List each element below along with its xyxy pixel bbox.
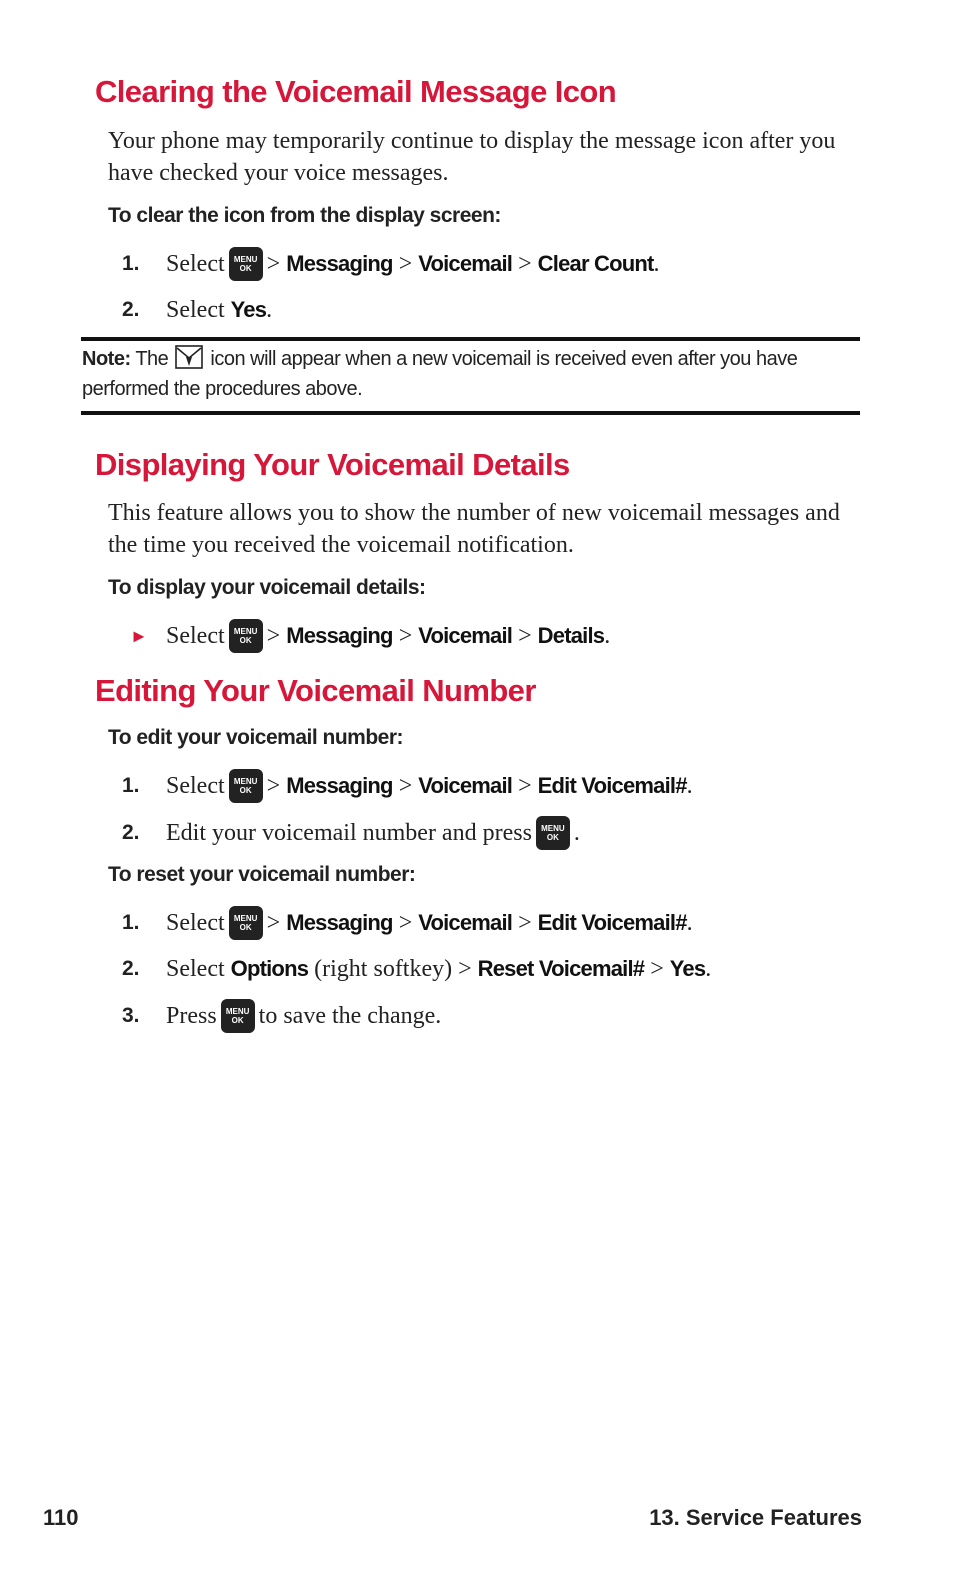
menu-ok-key-icon: MENU OK	[221, 999, 255, 1033]
step-number: 2.	[122, 821, 140, 844]
menu-path-options: Options	[230, 956, 309, 981]
step-text: Press	[166, 1002, 217, 1029]
menu-path-details: Details	[537, 623, 605, 648]
step-clear-1: 1. Select MENU OK > Messaging > Voicemail > Clear Count .	[122, 246, 660, 282]
note-top-rule	[81, 337, 860, 341]
section-intro-clearing-icon: Your phone may temporarily continue to display the message icon after you have checked your voice messages.	[108, 128, 836, 186]
menu-path-messaging: Messaging	[286, 623, 393, 648]
step-text: Select	[166, 622, 225, 649]
procedure-heading-reset-number: To reset your voicemail number:	[108, 863, 416, 886]
step-number: 2.	[122, 957, 140, 980]
menu-path-messaging: Messaging	[286, 773, 393, 798]
menu-path-voicemail: Voicemail	[418, 773, 513, 798]
step-clear-2: 2. Select Yes .	[122, 296, 273, 323]
step-text: Select	[166, 955, 225, 982]
note-text: icon will appear when a new voicemail is received even after you have performed the procedures above.	[82, 348, 798, 400]
section-title-clearing-icon: Clearing the Voicemail Message Icon	[95, 74, 617, 109]
step-edit-2: 2. Edit your voicemail number and press MENU OK .	[122, 815, 580, 851]
menu-path-voicemail: Voicemail	[418, 623, 513, 648]
step-display-details: ► Select MENU OK > Messaging > Voicemail > Details .	[122, 618, 610, 654]
procedure-heading-display-details: To display your voicemail details:	[108, 576, 426, 599]
menu-path-messaging: Messaging	[286, 251, 393, 276]
menu-path-edit-voicemail: Edit Voicemail#	[537, 773, 687, 798]
menu-path-yes: Yes	[230, 297, 267, 322]
step-number: 2.	[122, 298, 140, 321]
menu-ok-key-icon: MENU OK	[229, 247, 263, 281]
menu-ok-key-icon: MENU OK	[229, 769, 263, 803]
section-title-editing-number: Editing Your Voicemail Number	[95, 673, 536, 708]
step-number: 1.	[122, 911, 140, 934]
step-reset-1: 1. Select MENU OK > Messaging > Voicemail > Edit Voicemail# .	[122, 905, 693, 941]
menu-path-edit-voicemail: Edit Voicemail#	[537, 910, 687, 935]
step-text: Select	[166, 296, 225, 323]
step-number: 1.	[122, 774, 140, 797]
menu-path-reset-voicemail: Reset Voicemail#	[477, 956, 645, 981]
menu-ok-key-icon: MENU OK	[229, 906, 263, 940]
step-text: Select	[166, 772, 225, 799]
step-text: Edit your voicemail number and press	[166, 819, 532, 846]
menu-path-voicemail: Voicemail	[418, 910, 513, 935]
bullet-arrow-icon: ►	[130, 625, 148, 646]
menu-path-clear-count: Clear Count	[537, 251, 654, 276]
menu-path-messaging: Messaging	[286, 910, 393, 935]
note-bottom-rule	[81, 411, 860, 415]
page-number: 110	[43, 1505, 79, 1530]
note: Note: The icon will appear when a new voicemail is received even after you have performed the procedures above.	[82, 344, 852, 404]
menu-path-voicemail: Voicemail	[418, 251, 513, 276]
section-title-displaying-details: Displaying Your Voicemail Details	[95, 447, 570, 482]
menu-ok-key-icon: MENU OK	[536, 816, 570, 850]
step-number: 1.	[122, 252, 140, 275]
section-intro-displaying-details: This feature allows you to show the number of new voicemail messages and the time you received the voicemail notification.	[108, 500, 840, 558]
step-text: Select	[166, 250, 225, 277]
step-reset-3: 3. Press MENU OK to save the change.	[122, 998, 441, 1034]
menu-path-yes: Yes	[669, 956, 706, 981]
procedure-heading-edit-number: To edit your voicemail number:	[108, 726, 403, 749]
voicemail-icon	[175, 345, 203, 369]
step-reset-2: 2. Select Options (right softkey) > Reset Voicemail# > Yes .	[122, 955, 712, 982]
menu-ok-key-icon: MENU OK	[229, 619, 263, 653]
chapter-title: 13. Service Features	[649, 1505, 862, 1530]
step-edit-1: 1. Select MENU OK > Messaging > Voicemail > Edit Voicemail# .	[122, 768, 693, 804]
step-number: 3.	[122, 1004, 140, 1027]
step-text: Select	[166, 909, 225, 936]
procedure-heading-clear-icon: To clear the icon from the display screen:	[108, 204, 501, 227]
note-label: Note:	[82, 348, 131, 370]
